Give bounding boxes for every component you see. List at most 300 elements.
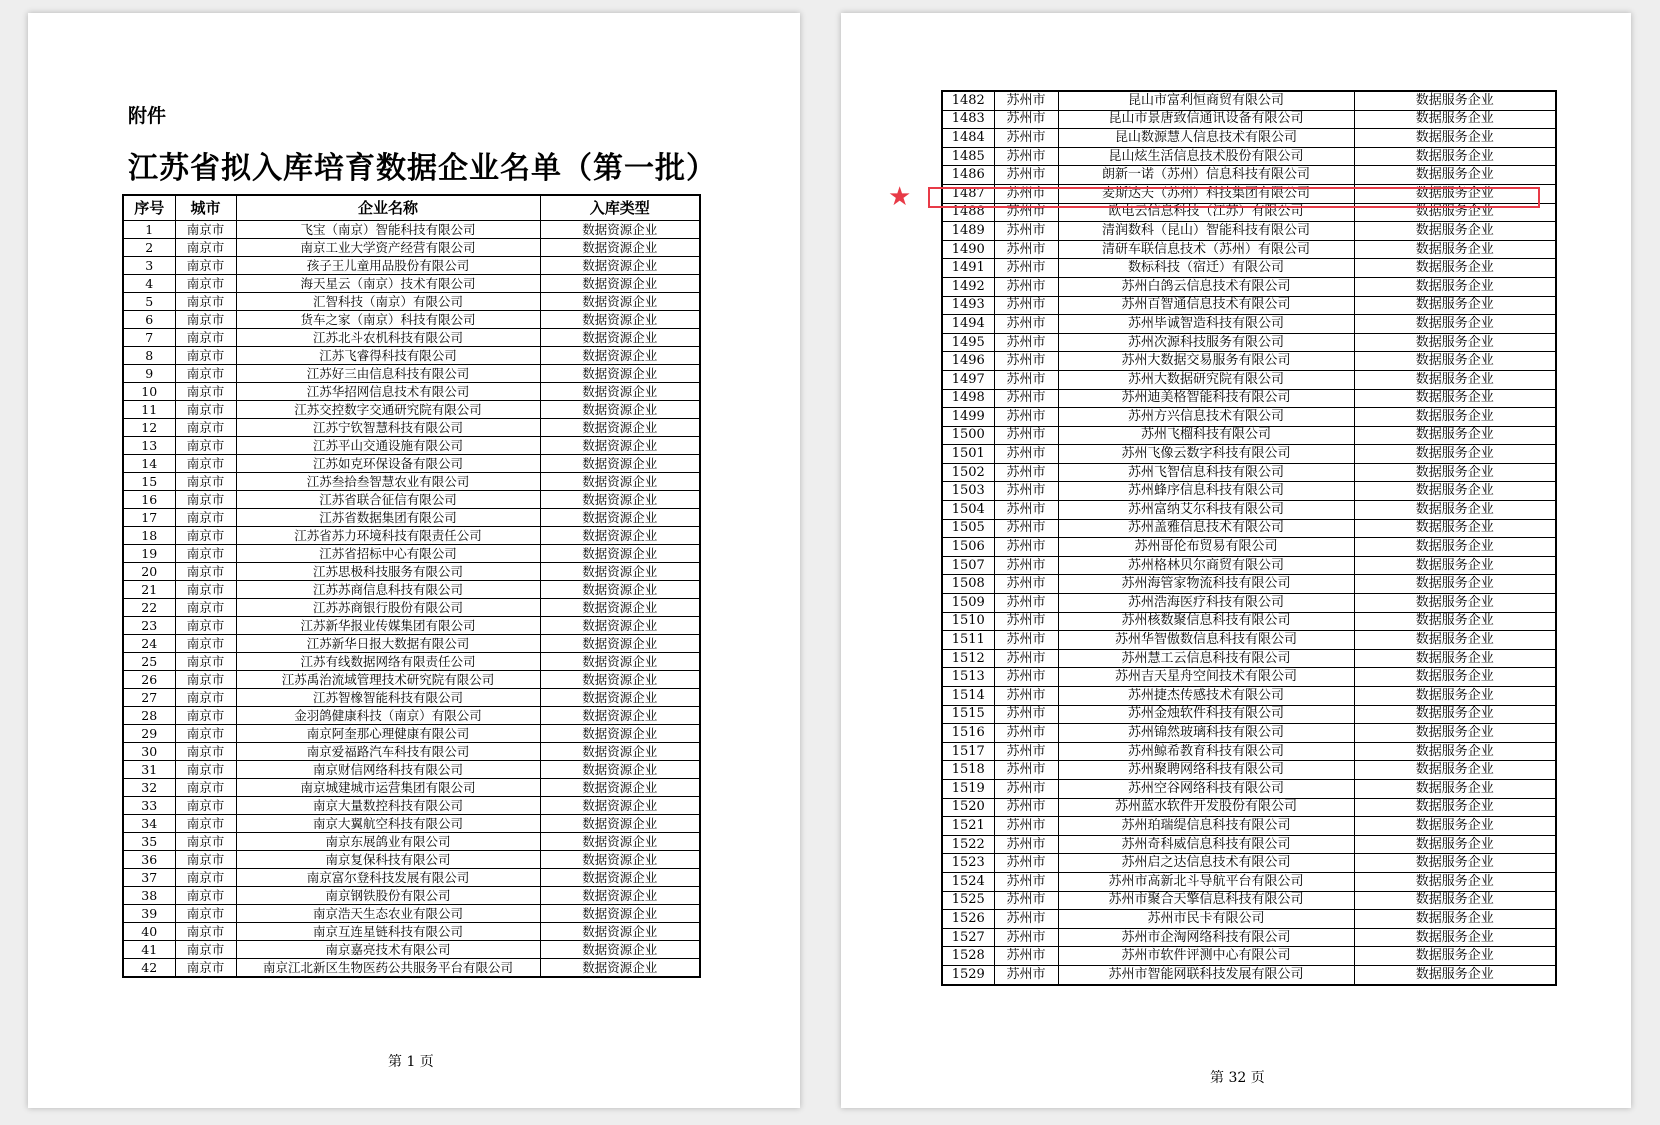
cell-type: 数据资源企业 [540,311,700,329]
cell-city: 苏州市 [994,110,1058,129]
cell-company-name: 苏州市聚合天擎信息科技有限公司 [1058,891,1354,910]
table-row [942,891,1556,910]
cell-index: 1491 [942,259,994,278]
cell-company-name: 苏州市民卡有限公司 [1058,910,1354,929]
cell-index: 12 [123,419,175,437]
cell-company-name: 金羽鸽健康科技（南京）有限公司 [236,707,540,725]
cell-index: 1522 [942,835,994,854]
cell-company-name: 江苏宁钦智慧科技有限公司 [236,419,540,437]
cell-company-name: 苏州华智傲数信息科技有限公司 [1058,631,1354,650]
cell-type: 数据资源企业 [540,743,700,761]
cell-city: 苏州市 [994,872,1058,891]
cell-city: 南京市 [175,923,236,941]
table-row [123,563,700,581]
cell-index: 1492 [942,277,994,296]
cell-index: 18 [123,527,175,545]
cell-city: 苏州市 [994,612,1058,631]
cell-company-name: 苏州毕诚智造科技有限公司 [1058,315,1354,334]
table-row [123,707,700,725]
table-row [123,329,700,347]
cell-index: 1519 [942,779,994,798]
cell-type: 数据资源企业 [540,941,700,959]
cell-city: 苏州市 [994,817,1058,836]
cell-company-name: 清研车联信息技术（苏州）有限公司 [1058,240,1354,259]
cell-type: 数据服务企业 [1354,240,1556,259]
table-row [942,91,1556,110]
cell-type: 数据资源企业 [540,545,700,563]
cell-type: 数据服务企业 [1354,222,1556,241]
table-row [942,408,1556,427]
cell-city: 苏州市 [994,761,1058,780]
table-row [123,617,700,635]
table-row [123,491,700,509]
cell-index: 1520 [942,798,994,817]
cell-company-name: 苏州次源科技服务有限公司 [1058,333,1354,352]
cell-type: 数据服务企业 [1354,389,1556,408]
column-header-index: 序号 [123,195,175,221]
cell-city: 苏州市 [994,147,1058,166]
cell-index: 1517 [942,742,994,761]
cell-type: 数据服务企业 [1354,482,1556,501]
table-row [123,581,700,599]
cell-type: 数据服务企业 [1354,817,1556,836]
table-row [123,365,700,383]
cell-city: 苏州市 [994,519,1058,538]
table-row [942,668,1556,687]
cell-city: 苏州市 [994,705,1058,724]
table-row [942,854,1556,873]
table-row [942,742,1556,761]
table-row [123,257,700,275]
cell-company-name: 江苏思极科技服务有限公司 [236,563,540,581]
cell-index: 1485 [942,147,994,166]
page-number-footer: 第 1 页 [388,1054,434,1070]
cell-city: 南京市 [175,887,236,905]
cell-company-name: 苏州迪美格智能科技有限公司 [1058,389,1354,408]
cell-type: 数据服务企业 [1354,854,1556,873]
cell-index: 1529 [942,965,994,984]
table-row [942,315,1556,334]
table-row [123,923,700,941]
table-row [942,798,1556,817]
cell-city: 苏州市 [994,463,1058,482]
cell-city: 南京市 [175,419,236,437]
cell-type: 数据资源企业 [540,563,700,581]
cell-index: 38 [123,887,175,905]
cell-type: 数据服务企业 [1354,724,1556,743]
cell-company-name: 苏州飞智信息科技有限公司 [1058,463,1354,482]
cell-city: 苏州市 [994,129,1058,148]
cell-city: 南京市 [175,671,236,689]
cell-index: 25 [123,653,175,671]
table-row [123,725,700,743]
cell-company-name: 江苏飞睿得科技有限公司 [236,347,540,365]
cell-city: 苏州市 [994,501,1058,520]
table-row [123,797,700,815]
cell-company-name: 南京钢铁股份有限公司 [236,887,540,905]
cell-company-name: 苏州浩海医疗科技有限公司 [1058,594,1354,613]
cell-city: 南京市 [175,635,236,653]
cell-company-name: 苏州百智通信息技术有限公司 [1058,296,1354,315]
cell-city: 南京市 [175,347,236,365]
cell-index: 1 [123,221,175,239]
cell-city: 南京市 [175,707,236,725]
cell-index: 1499 [942,408,994,427]
cell-city: 苏州市 [994,668,1058,687]
cell-type: 数据服务企业 [1354,910,1556,929]
cell-type: 数据服务企业 [1354,370,1556,389]
cell-index: 1528 [942,947,994,966]
cell-company-name: 江苏北斗农机科技有限公司 [236,329,540,347]
cell-index: 27 [123,689,175,707]
cell-company-name: 苏州奇科威信息科技有限公司 [1058,835,1354,854]
table-row [942,779,1556,798]
cell-index: 1488 [942,203,994,222]
cell-company-name: 南京工业大学资产经营有限公司 [236,239,540,257]
cell-index: 1501 [942,445,994,464]
cell-index: 20 [123,563,175,581]
cell-index: 1523 [942,854,994,873]
cell-index: 1496 [942,352,994,371]
cell-city: 苏州市 [994,538,1058,557]
cell-company-name: 江苏禹治流域管理技术研究院有限公司 [236,671,540,689]
cell-index: 22 [123,599,175,617]
document-page-32 [841,13,1631,1108]
cell-index: 1493 [942,296,994,315]
cell-index: 1527 [942,928,994,947]
cell-city: 苏州市 [994,965,1058,984]
cell-index: 1514 [942,687,994,706]
cell-city: 苏州市 [994,333,1058,352]
table-row [942,724,1556,743]
cell-index: 1504 [942,501,994,520]
cell-type: 数据服务企业 [1354,835,1556,854]
cell-type: 数据服务企业 [1354,742,1556,761]
cell-city: 南京市 [175,869,236,887]
cell-index: 1498 [942,389,994,408]
cell-company-name: 江苏好三由信息科技有限公司 [236,365,540,383]
enterprise-table-page-32 [941,90,1557,986]
cell-company-name: 南京江北新区生物医药公共服务平台有限公司 [236,959,540,978]
cell-index: 1495 [942,333,994,352]
cell-type: 数据资源企业 [540,437,700,455]
cell-type: 数据资源企业 [540,275,700,293]
table-row [942,538,1556,557]
attachment-label: 附件 [128,105,167,127]
cell-index: 28 [123,707,175,725]
cell-index: 1526 [942,910,994,929]
cell-type: 数据资源企业 [540,455,700,473]
table-row [942,761,1556,780]
document-page-1 [28,13,800,1108]
cell-type: 数据服务企业 [1354,315,1556,334]
cell-company-name: 苏州慧工云信息科技有限公司 [1058,649,1354,668]
cell-company-name: 苏州市企淘网络科技有限公司 [1058,928,1354,947]
cell-company-name: 苏州空谷网络科技有限公司 [1058,779,1354,798]
column-header-type: 入库类型 [540,195,700,221]
cell-index: 21 [123,581,175,599]
table-row [942,649,1556,668]
table-row [123,311,700,329]
cell-city: 苏州市 [994,779,1058,798]
cell-type: 数据服务企业 [1354,947,1556,966]
cell-company-name: 苏州哥伦布贸易有限公司 [1058,538,1354,557]
table-row [942,817,1556,836]
cell-city: 南京市 [175,401,236,419]
cell-type: 数据资源企业 [540,419,700,437]
cell-index: 16 [123,491,175,509]
cell-city: 南京市 [175,905,236,923]
cell-company-name: 江苏有线数据网络有限责任公司 [236,653,540,671]
cell-index: 6 [123,311,175,329]
cell-type: 数据服务企业 [1354,333,1556,352]
cell-type: 数据资源企业 [540,221,700,239]
table-row [123,455,700,473]
cell-type: 数据服务企业 [1354,891,1556,910]
cell-type: 数据服务企业 [1354,203,1556,222]
cell-city: 南京市 [175,797,236,815]
cell-company-name: 苏州吉天星舟空间技术有限公司 [1058,668,1354,687]
cell-city: 苏州市 [994,947,1058,966]
cell-city: 苏州市 [994,389,1058,408]
table-row [123,401,700,419]
cell-type: 数据服务企业 [1354,408,1556,427]
cell-city: 南京市 [175,293,236,311]
cell-type: 数据服务企业 [1354,259,1556,278]
table-row [942,482,1556,501]
cell-index: 41 [123,941,175,959]
cell-index: 1510 [942,612,994,631]
cell-index: 42 [123,959,175,978]
cell-company-name: 苏州蓝水软件开发股份有限公司 [1058,798,1354,817]
cell-city: 南京市 [175,311,236,329]
table-row [942,147,1556,166]
cell-index: 34 [123,815,175,833]
cell-index: 35 [123,833,175,851]
cell-city: 苏州市 [994,259,1058,278]
table-row [942,687,1556,706]
cell-type: 数据服务企业 [1354,501,1556,520]
cell-city: 苏州市 [994,222,1058,241]
cell-index: 1509 [942,594,994,613]
cell-city: 苏州市 [994,742,1058,761]
cell-type: 数据服务企业 [1354,668,1556,687]
table-row [123,383,700,401]
cell-company-name: 南京浩天生态农业有限公司 [236,905,540,923]
cell-index: 1482 [942,91,994,110]
cell-company-name: 朗新一诺（苏州）信息科技有限公司 [1058,166,1354,185]
cell-type: 数据资源企业 [540,239,700,257]
table-row [123,239,700,257]
cell-type: 数据服务企业 [1354,965,1556,984]
cell-city: 苏州市 [994,203,1058,222]
cell-company-name: 南京东展鸽业有限公司 [236,833,540,851]
table-row [942,240,1556,259]
table-row [123,293,700,311]
cell-city: 南京市 [175,527,236,545]
cell-company-name: 昆山数源慧人信息技术有限公司 [1058,129,1354,148]
cell-type: 数据服务企业 [1354,445,1556,464]
cell-index: 1505 [942,519,994,538]
cell-company-name: 苏州市软件评测中心有限公司 [1058,947,1354,966]
cell-index: 1487 [942,184,994,203]
table-row [123,635,700,653]
cell-index: 15 [123,473,175,491]
cell-index: 17 [123,509,175,527]
cell-company-name: 孩子王儿童用品股份有限公司 [236,257,540,275]
cell-company-name: 南京大翼航空科技有限公司 [236,815,540,833]
cell-type: 数据资源企业 [540,779,700,797]
table-row [942,556,1556,575]
cell-company-name: 苏州启之达信息技术有限公司 [1058,854,1354,873]
cell-city: 南京市 [175,563,236,581]
cell-index: 13 [123,437,175,455]
cell-company-name: 江苏省招标中心有限公司 [236,545,540,563]
table-row [942,594,1556,613]
cell-index: 29 [123,725,175,743]
cell-city: 南京市 [175,617,236,635]
cell-city: 苏州市 [994,184,1058,203]
page-number-footer: 第 32 页 [1210,1070,1265,1086]
cell-city: 苏州市 [994,315,1058,334]
cell-city: 南京市 [175,851,236,869]
cell-city: 南京市 [175,329,236,347]
cell-company-name: 苏州富纳艾尔科技有限公司 [1058,501,1354,520]
cell-type: 数据资源企业 [540,869,700,887]
cell-type: 数据服务企业 [1354,928,1556,947]
table-row [123,815,700,833]
cell-city: 苏州市 [994,91,1058,110]
cell-index: 1507 [942,556,994,575]
cell-index: 1506 [942,538,994,557]
table-row [123,509,700,527]
cell-index: 11 [123,401,175,419]
cell-city: 苏州市 [994,910,1058,929]
cell-type: 数据服务企业 [1354,426,1556,445]
cell-company-name: 南京复保科技有限公司 [236,851,540,869]
table-row [942,445,1556,464]
cell-company-name: 欧电云信息科技（江苏）有限公司 [1058,203,1354,222]
cell-company-name: 苏州方兴信息技术有限公司 [1058,408,1354,427]
cell-city: 苏州市 [994,296,1058,315]
cell-type: 数据资源企业 [540,257,700,275]
cell-type: 数据服务企业 [1354,296,1556,315]
cell-type: 数据资源企业 [540,581,700,599]
cell-company-name: 苏州大数据研究院有限公司 [1058,370,1354,389]
cell-type: 数据服务企业 [1354,129,1556,148]
cell-city: 苏州市 [994,352,1058,371]
cell-city: 苏州市 [994,649,1058,668]
cell-company-name: 南京财信网络科技有限公司 [236,761,540,779]
cell-index: 39 [123,905,175,923]
cell-type: 数据服务企业 [1354,594,1556,613]
cell-index: 1524 [942,872,994,891]
table-row [942,928,1556,947]
cell-city: 南京市 [175,581,236,599]
cell-city: 苏州市 [994,445,1058,464]
table-row [942,389,1556,408]
table-row [942,166,1556,185]
cell-type: 数据服务企业 [1354,166,1556,185]
cell-index: 1525 [942,891,994,910]
cell-company-name: 麦斯达夫（苏州）科技集团有限公司 [1058,184,1354,203]
cell-type: 数据服务企业 [1354,872,1556,891]
cell-company-name: 昆山市景唐致信通讯设备有限公司 [1058,110,1354,129]
cell-company-name: 海天星云（南京）技术有限公司 [236,275,540,293]
cell-city: 南京市 [175,959,236,978]
cell-type: 数据服务企业 [1354,184,1556,203]
cell-company-name: 江苏平山交通设施有限公司 [236,437,540,455]
cell-company-name: 南京嘉亮技术有限公司 [236,941,540,959]
cell-type: 数据服务企业 [1354,463,1556,482]
cell-company-name: 江苏省联合征信有限公司 [236,491,540,509]
cell-company-name: 江苏交控数字交通研究院有限公司 [236,401,540,419]
table-row [942,965,1556,984]
table-row [123,887,700,905]
cell-company-name: 江苏如克环保设备有限公司 [236,455,540,473]
cell-company-name: 苏州飞像云数字科技有限公司 [1058,445,1354,464]
table-row [123,905,700,923]
cell-type: 数据资源企业 [540,707,700,725]
cell-company-name: 南京阿奎那心理健康有限公司 [236,725,540,743]
cell-city: 苏州市 [994,408,1058,427]
cell-type: 数据资源企业 [540,923,700,941]
cell-index: 26 [123,671,175,689]
cell-index: 32 [123,779,175,797]
document-title: 江苏省拟入库培育数据企业名单（第一批） [128,151,717,186]
cell-company-name: 江苏新华日报大数据有限公司 [236,635,540,653]
cell-type: 数据资源企业 [540,473,700,491]
table-row [942,426,1556,445]
cell-type: 数据资源企业 [540,509,700,527]
cell-type: 数据资源企业 [540,347,700,365]
cell-type: 数据资源企业 [540,671,700,689]
cell-type: 数据资源企业 [540,401,700,419]
cell-index: 3 [123,257,175,275]
cell-city: 南京市 [175,833,236,851]
cell-type: 数据服务企业 [1354,277,1556,296]
cell-company-name: 苏州白鸽云信息技术有限公司 [1058,277,1354,296]
cell-type: 数据服务企业 [1354,612,1556,631]
cell-city: 苏州市 [994,594,1058,613]
cell-type: 数据资源企业 [540,383,700,401]
cell-type: 数据资源企业 [540,815,700,833]
cell-city: 南京市 [175,455,236,473]
table-row [942,519,1556,538]
cell-city: 南京市 [175,725,236,743]
cell-company-name: 苏州捷杰传感技术有限公司 [1058,687,1354,706]
table-row [123,419,700,437]
cell-index: 31 [123,761,175,779]
cell-city: 苏州市 [994,891,1058,910]
table-row [123,689,700,707]
table-row [942,872,1556,891]
cell-company-name: 江苏省苏力环境科技有限责任公司 [236,527,540,545]
cell-city: 南京市 [175,743,236,761]
cell-company-name: 苏州格林贝尔商贸有限公司 [1058,556,1354,575]
cell-city: 苏州市 [994,854,1058,873]
cell-index: 1490 [942,240,994,259]
table-row [942,110,1556,129]
cell-city: 南京市 [175,689,236,707]
cell-type: 数据服务企业 [1354,798,1556,817]
cell-company-name: 苏州核数聚信息科技有限公司 [1058,612,1354,631]
cell-city: 南京市 [175,437,236,455]
table-header-row [123,195,700,221]
cell-type: 数据资源企业 [540,365,700,383]
cell-index: 1521 [942,817,994,836]
table-row [123,347,700,365]
